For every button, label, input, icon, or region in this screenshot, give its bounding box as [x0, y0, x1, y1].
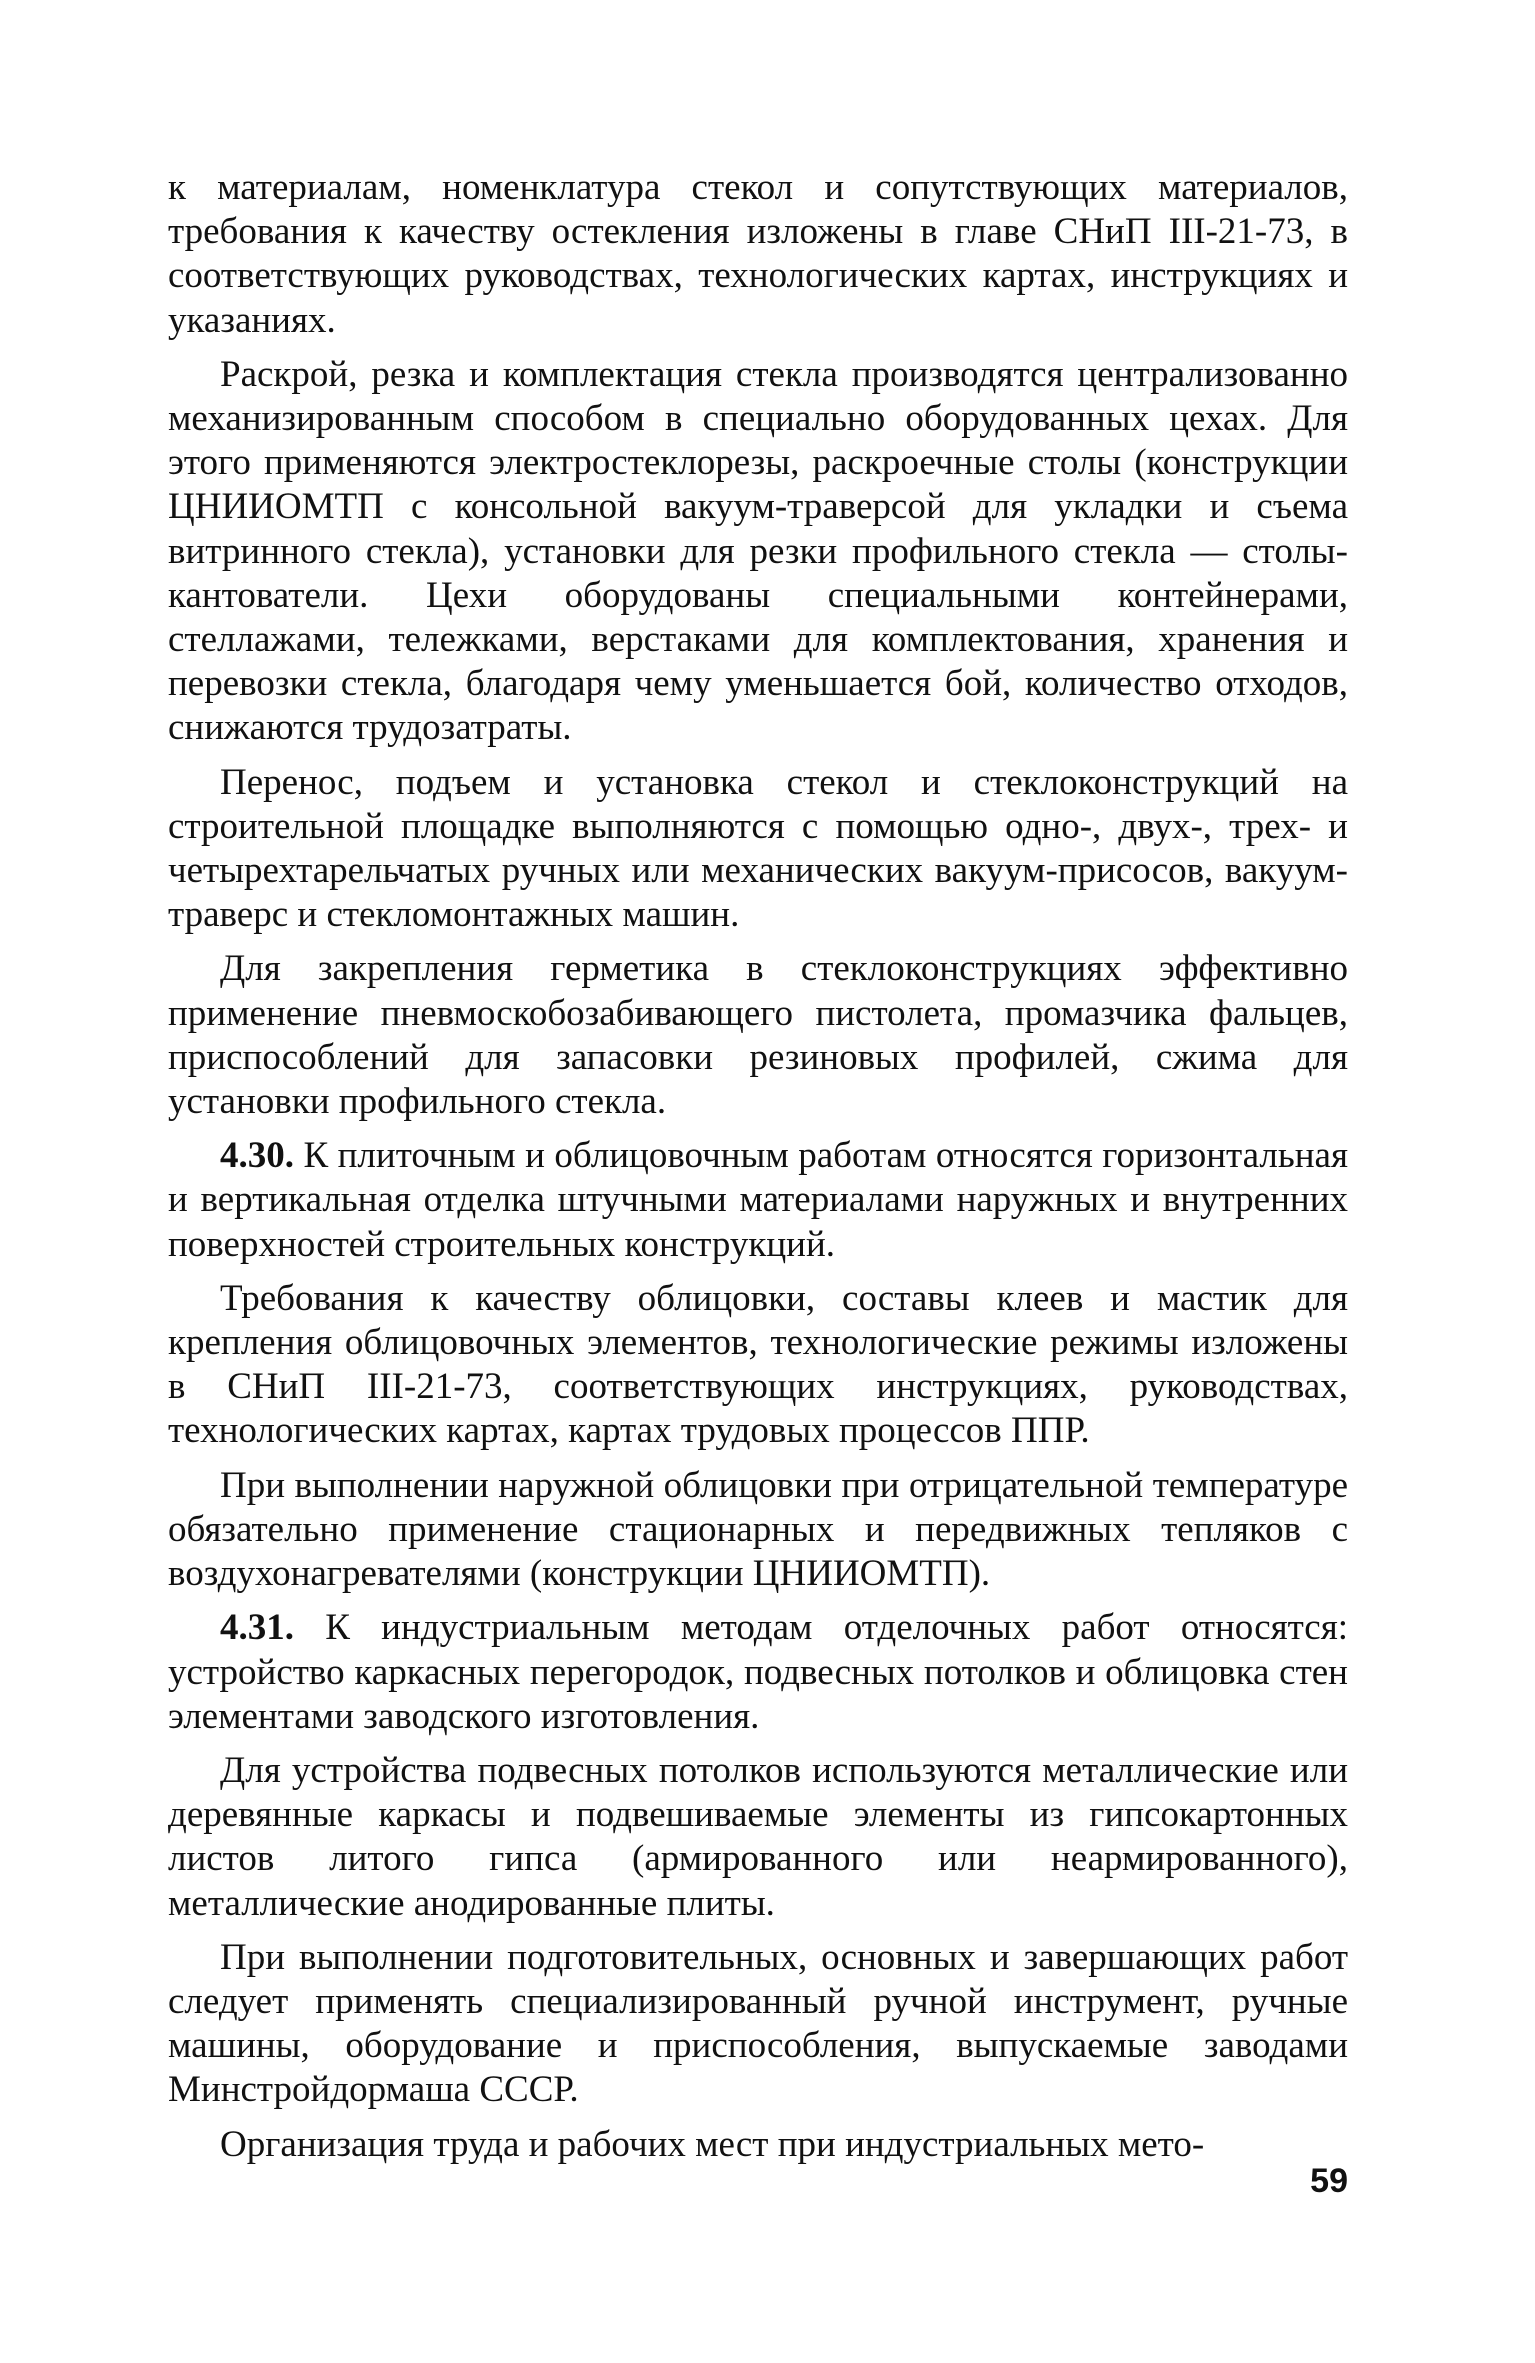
paragraph: Для закрепления герметика в стеклоконструкциях эффективно применение пневмоскобозабивающего пистолета, промазчика фальцев, приспособлений для запасовки резиновых профилей, сжима для установки профильного стекла. [168, 948, 1348, 1123]
section-4-30 [168, 1134, 1348, 1267]
paragraph: Требования к качеству облицовки, составы клеев и мастик для крепления облицовочных элементов, технологические режимы изложены в СНиП III-21-73, соответствующих инструкциях, руководствах, технологических картах, картах трудовых процессов ППР. [168, 1277, 1348, 1452]
section-4-31 [168, 1606, 1348, 1739]
page-number: 59 [1310, 2162, 1348, 2200]
body-text [168, 166, 1348, 2167]
paragraph: При выполнении подготовительных, основных и завершающих работ следует применять специализированный ручной инструмент, ручные машины, оборудование и приспособления, выпускаемые заводами Минстройдормаша СССР. [168, 1936, 1348, 2111]
paragraph: При выполнении наружной облицовки при отрицательной температуре обязательно применение стационарных и передвижных тепляков с воздухонагревателями (конструкции ЦНИИОМТП). [168, 1464, 1348, 1595]
section-number: 4.31. [220, 1607, 294, 1649]
paragraph: Организация труда и рабочих мест при индустриальных мето- [220, 2123, 1205, 2165]
paragraph: к материалам, номенклатура стекол и сопутствующих материалов, требования к качеству остекления изложены в главе СНиП III-21-73, в соответствующих руководствах, технологических картах, инструкциях и указаниях. [168, 167, 1348, 341]
paragraph: Перенос, подъем и установка стекол и стеклоконструкций на строительной площадке выполняются с помощью одно-, двух-, трех- и четырехтарельчатых ручных или механических вакуум-присосов, вакуум-траверс и стекломонтажных машин. [168, 761, 1348, 936]
paragraph: Раскрой, резка и комплектация стекла производятся централизованно механизированным способом в специально оборудованных цехах. Для этого применяются электростеклорезы, раскроечные столы (конструкции ЦНИИОМТП с консольной вакуум-траверсой для укладки и съема витринного стекла), установки для резки профильного стекла — столы-кантователи. Цехи оборудованы специальными контейнерами, стеллажами, тележками, верстаками для комплектования, хранения и перевозки стекла, благодаря чему уменьшается бой, количество отходов, снижаются трудозатраты. [168, 353, 1348, 749]
section-text: К плиточным и облицовочным работам относятся горизонтальная и вертикальная отделка штучными материалами наружных и внутренних поверхностей строительных конструкций. [168, 1135, 1349, 1265]
section-number: 4.30. [220, 1135, 294, 1177]
section-text: К индустриальным методам отделочных работ относятся: устройство каркасных перегородок, подвесных потолков и облицовка стен элементами заводского изготовления. [168, 1607, 1349, 1737]
paragraph: Для устройства подвесных потолков используются металлические или деревянные каркасы и подвешиваемые элементы из гипсокартонных листов литого гипса (армированного или неармированного), металлические анодированные плиты. [168, 1749, 1348, 1924]
